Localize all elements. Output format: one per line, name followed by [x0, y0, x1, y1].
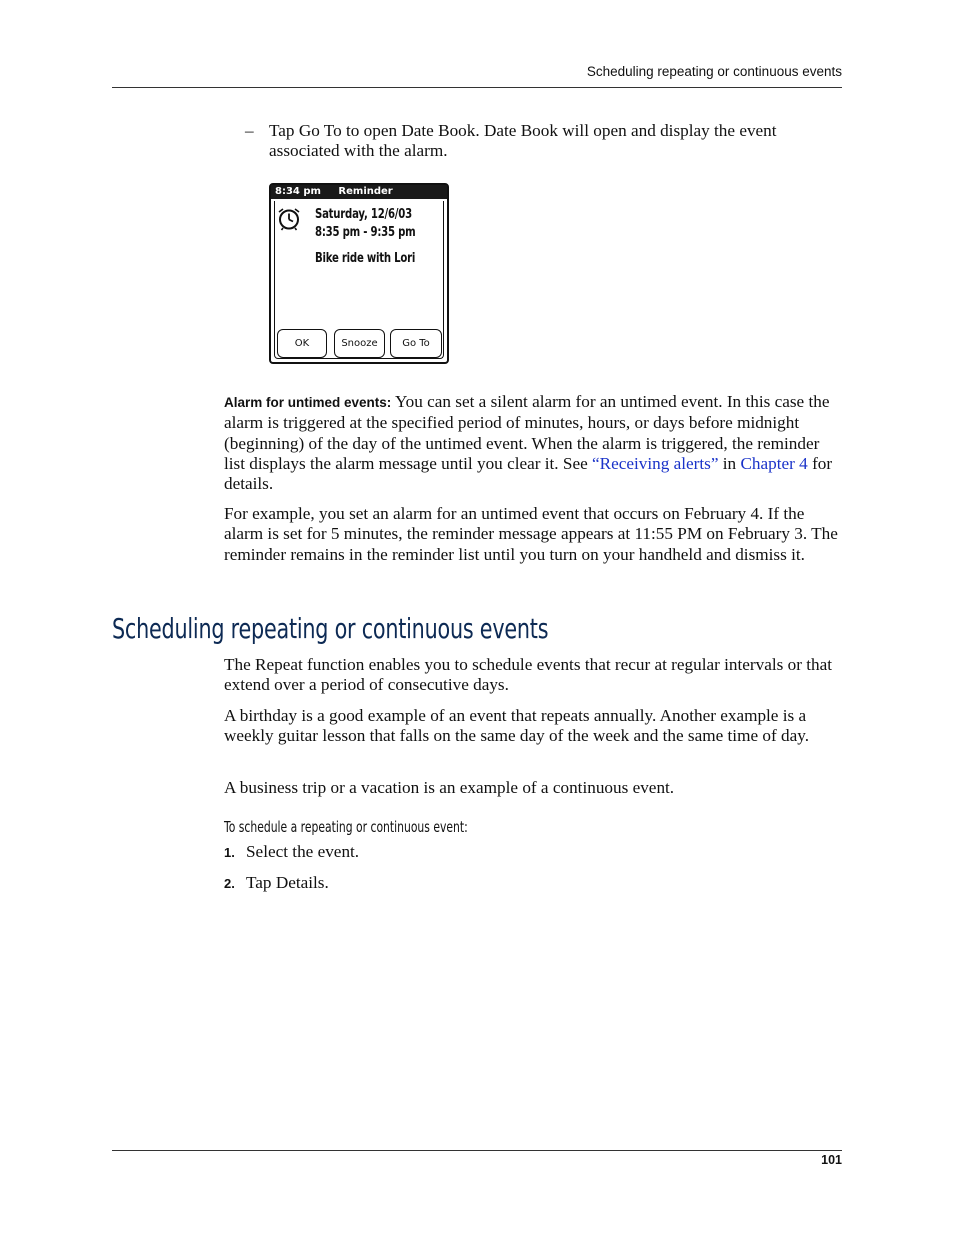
reminder-date: Saturday, 12/6/03 [315, 207, 412, 222]
reminder-screen [269, 183, 449, 364]
example-paragraph: For example, you set an alarm for an untimed event that occurs on February 4. If the alarm is set for 5 minutes, the reminder message appears at 11:55 PM on February 3. The reminder remains in the reminder list until you turn on your handheld and dismiss it. [224, 504, 838, 564]
step-number: 1. [224, 845, 235, 860]
step-text: Tap Details. [246, 873, 329, 892]
go-to-button[interactable]: Go To [390, 329, 442, 358]
alarm-clock-icon [277, 207, 301, 231]
dash-step-text: Tap Go To to open Date Book. Date Book will open and display the event associated with the alarm. [269, 121, 777, 161]
step-1 [224, 842, 842, 863]
reminder-event: Bike ride with Lori [315, 251, 416, 266]
ok-button[interactable]: OK [277, 329, 327, 358]
page-number: 101 [821, 1153, 842, 1167]
titlebar-time: 8:34 pm [275, 186, 321, 197]
procedure-heading: To schedule a repeating or continuous event: [224, 818, 468, 836]
business-trip-paragraph: A business trip or a vacation is an example of a continuous event. [224, 778, 675, 797]
alarm-untimed-paragraph [224, 392, 842, 494]
titlebar-title: Reminder [338, 186, 393, 197]
birthday-paragraph: A birthday is a good example of an event that repeats annually. Another example is a weekly guitar lesson that falls on the same day of the week and the same time of day. [224, 706, 809, 746]
dash-bullet: – [245, 121, 254, 140]
running-head: Scheduling repeating or continuous events [586, 64, 842, 79]
alarm-text-1: You can set a silent alarm for an untimed event. In this case the alarm is triggered at the specified period of minutes, hours, or days before midnight (beginning) of the day of the untimed event. When the alarm is triggered, the reminder list displays the alarm message until you clear it. See [224, 392, 830, 473]
chapter-4-link[interactable]: Chapter 4 [740, 453, 808, 473]
repeat-function-paragraph: The Repeat function enables you to schedule events that recur at regular intervals or that extend over a period of consecutive days. [224, 655, 833, 695]
alarm-untimed-label: Alarm for untimed events: [224, 395, 392, 410]
dash-step [245, 121, 842, 162]
reminder-time-range: 8:35 pm - 9:35 pm [315, 225, 416, 240]
alarm-text-3: for details. [224, 453, 833, 494]
step-number: 2. [224, 876, 235, 891]
section-heading: Scheduling repeating or continuous events [112, 612, 549, 645]
footer-rule [112, 1150, 842, 1151]
snooze-button[interactable]: Snooze [334, 329, 385, 358]
header-rule [112, 87, 842, 88]
alarm-text-2: in [718, 453, 741, 473]
receiving-alerts-link[interactable]: “Receiving alerts” [592, 453, 719, 473]
step-text: Select the event. [246, 842, 360, 861]
reminder-titlebar [271, 185, 447, 199]
step-2 [224, 873, 842, 894]
